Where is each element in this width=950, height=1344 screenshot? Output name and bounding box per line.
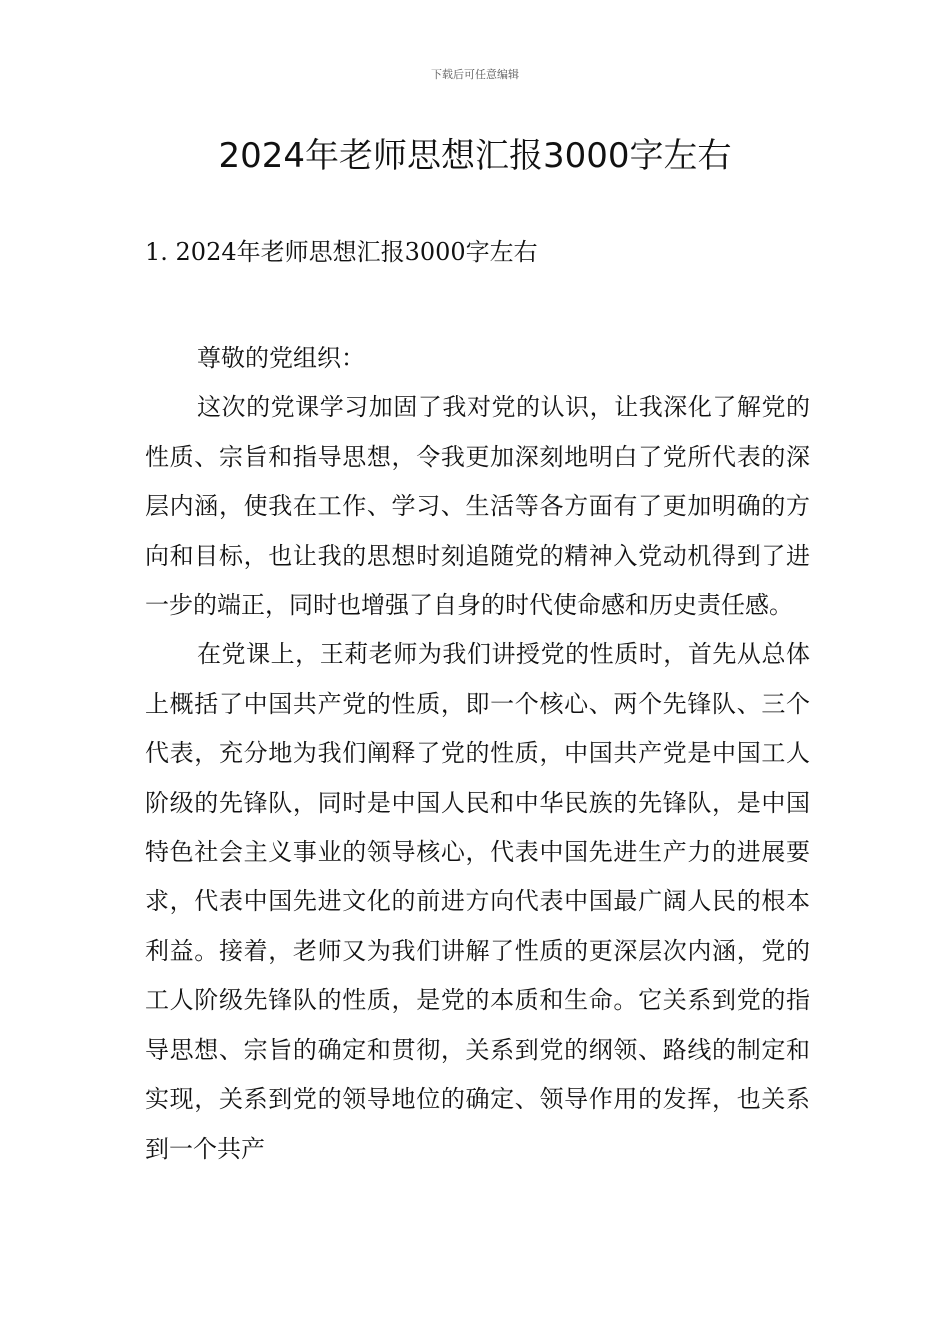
body-paragraph-1: 这次的党课学习加固了我对党的认识，让我深化了解党的性质、宗旨和指导思想，令我更加深刻地明白了党所代表的深层内涵，使我在工作、学习、生活等各方面有了更加明确的方向和目标，也让我的思想时刻追随党的精神入党动机得到了进一步的端正，同时也增强了自身的时代使命感和历史责任感。 <box>145 393 810 620</box>
document-body <box>145 334 810 1174</box>
salutation: 尊敬的党组织： <box>197 344 365 372</box>
document-title: 2024年老师思想汇报3000字左右 <box>218 136 732 176</box>
section-heading: 1. 2024年老师思想汇报3000字左右 <box>145 238 538 266</box>
page-header-note: 下载后可任意编辑 <box>431 68 519 81</box>
body-paragraph-2: 在党课上，王莉老师为我们讲授党的性质时，首先从总体上概括了中国共产党的性质，即一个核心、两个先锋队、三个代表，充分地为我们阐释了党的性质，中国共产党是中国工人阶级的先锋队，同时是中国人民和中华民族的先锋队，是中国特色社会主义事业的领导核心，代表中国先进生产力的进展要求，代表中国先进文化的前进方向代表中国最广阔人民的根本利益。接着，老师又为我们讲解了性质的更深层次内涵，党的工人阶级先锋队的性质，是党的本质和生命。它关系到党的指导思想、宗旨的确定和贯彻，关系到党的纲领、路线的制定和实现，关系到党的领导地位的确定、领导作用的发挥，也关系到一个共产 <box>145 640 810 1163</box>
